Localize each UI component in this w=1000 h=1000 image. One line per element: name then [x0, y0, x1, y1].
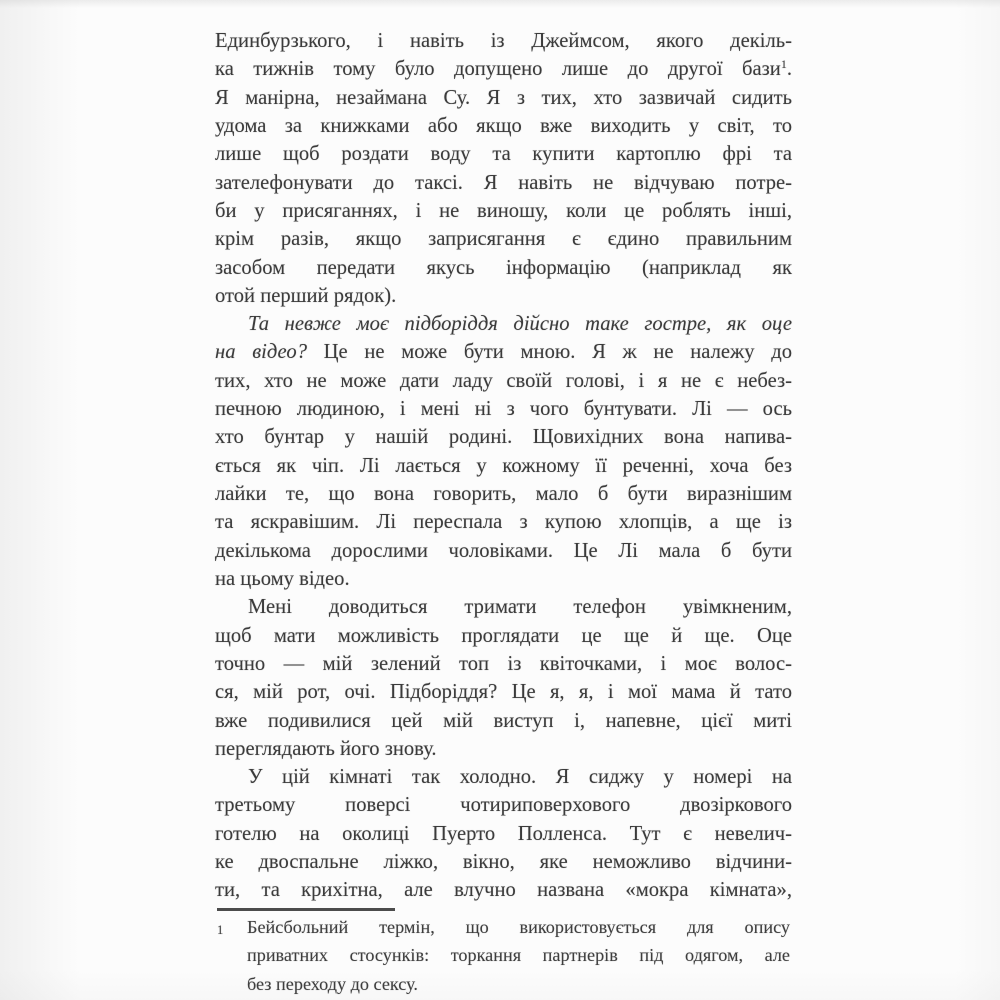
footnote-line: приватних стосунків: торкання партнерів під одягом, але	[247, 945, 790, 966]
text-line: У цій кімнаті так холодно. Я сиджу у номері на	[248, 766, 792, 789]
text-line: декількома дорослими чоловіками. Це Лі мала б бути	[215, 539, 792, 562]
footnote-rule	[217, 908, 395, 911]
text-line: ється як чіп. Лі лається у кожному її реченні, хоча без	[215, 454, 792, 477]
text-segment-italic: на відео?	[215, 341, 307, 364]
text-line-italic: Та невже моє підборіддя дійсно таке гостре, як оце	[248, 313, 792, 336]
paragraph	[215, 593, 792, 763]
text-line: ти, та крихітна, але влучно названа «мокра кімната»,	[215, 879, 792, 902]
text-segment: ка тижнів тому було допущено лише до другої бази	[215, 58, 781, 81]
text-line: зателефонувати до таксі. Я навіть не відчуваю потре-	[215, 171, 792, 194]
footnote-text	[247, 913, 790, 998]
body-text	[215, 27, 792, 905]
text-line: ке двоспальне ліжко, вікно, яке неможливо відчини-	[215, 851, 792, 874]
footnote	[217, 913, 790, 998]
text-segment: .	[786, 58, 792, 81]
text-line: та яскравішим. Лі переспала з купою хлопців, а ще із	[215, 511, 792, 534]
text-line: тих, хто не може дати ладу своїй голові, і я не є небез-	[215, 369, 792, 392]
text-line: би у присяганнях, і не виношу, коли це роблять інші,	[215, 199, 792, 222]
text-line: вже подивилися цей мій виступ і, напевне, цієї миті	[215, 709, 792, 732]
text-line: Единбурзького, і навіть із Джеймсом, якого декіль-	[215, 30, 792, 52]
text-line: ся, мій рот, очі. Підборіддя? Це я, я, і мої мама й тато	[215, 681, 792, 704]
footnote-marker: 1	[217, 923, 224, 937]
text-line: третьому поверсі чотириповерхового двозіркового	[215, 794, 792, 817]
text-line: на цьому відео.	[215, 567, 350, 590]
footnote-line: Бейсбольний термін, що використовується для опису	[247, 917, 790, 937]
text-line: точно — мій зелений топ із квіточками, і моє волос-	[215, 652, 792, 675]
text-line	[215, 338, 792, 366]
paragraph	[215, 763, 792, 905]
paragraph	[215, 310, 792, 593]
text-line: крім разів, якщо заприсягання є єдино правильним	[215, 228, 792, 251]
text-line	[215, 55, 792, 83]
text-line: печною людиною, і мені ні з чого бунтувати. Лі — ось	[215, 398, 792, 421]
text-line: готелю на околиці Пуерто Полленса. Тут є невелич-	[215, 822, 792, 845]
text-line: засобом передати якусь інформацію (наприклад як	[215, 256, 792, 279]
text-line: переглядають його знову.	[215, 737, 437, 760]
text-line: удома за книжками або якщо вже виходить у світ, то	[215, 114, 792, 137]
footnote-ref: 1	[780, 57, 787, 72]
paragraph	[215, 27, 792, 310]
text-line: щоб мати можливість проглядати це ще й ще. Оце	[215, 624, 792, 647]
text-segment: Це не може бути мною. Я ж не належу до	[307, 341, 792, 364]
text-line: отой перший рядок).	[215, 284, 397, 307]
text-line: лише щоб роздати воду та купити картоплю фрі та	[215, 143, 792, 166]
text-line: хто бунтар у нашій родині. Щовихідних вона напива-	[215, 426, 792, 449]
text-line: лайки те, що вона говорить, мало б бути виразнішим	[215, 483, 792, 505]
footnote-line: без переходу до сексу.	[247, 973, 418, 994]
text-line: Я манірна, незаймана Су. Я з тих, хто зазвичай сидить	[215, 86, 792, 109]
text-line: Мені доводиться тримати телефон увімкненим,	[248, 596, 792, 619]
